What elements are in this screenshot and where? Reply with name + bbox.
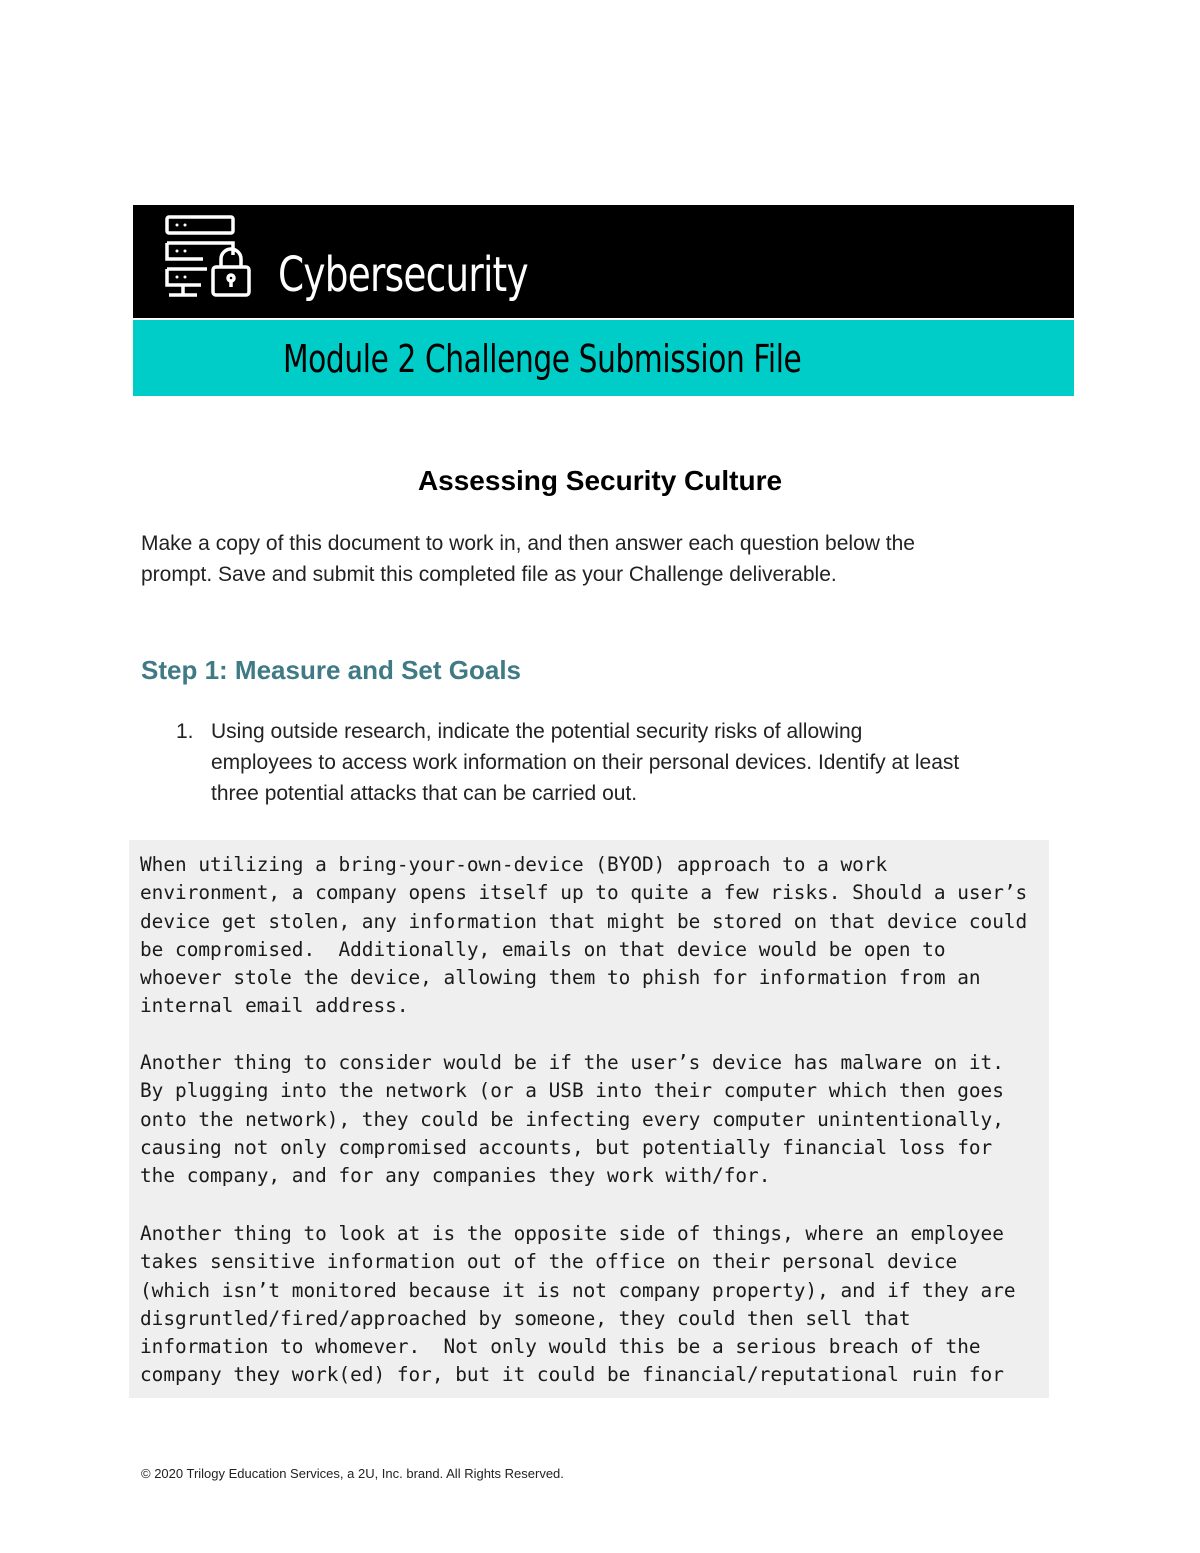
document-title: Assessing Security Culture: [417, 465, 783, 496]
question-line: employees to access work information on their personal devices. Identify at least: [211, 751, 960, 774]
header-banner: [133, 205, 1074, 318]
question-text: [211, 716, 1056, 809]
step-heading: Step 1: Measure and Set Goals: [141, 655, 522, 685]
intro-line: prompt. Save and submit this completed file as your Challenge deliverable.: [141, 563, 837, 586]
answer-paragraph: Another thing to look at is the opposite side of things, where an employee takes sensitive information out of the office on their personal device (which isn’t monitored because it is not company property), and if they are disgruntled/fired/approached by someone, they could then sell that information to whomever. Not only would this be a serious breach of the company they work(ed) for, but it could be financial/reputational ruin for: [140, 1222, 1016, 1387]
answer-paragraph: Another thing to consider would be if the user’s device has malware on it. By plugging into the network (or a USB into their computer which then goes onto the network), they could be infecting every computer unintentionally, causing not only compromised accounts, but potentially financial loss for the company, and for any companies they work with/for.: [140, 1051, 1004, 1188]
intro-line: Make a copy of this document to work in, and then answer each question below the: [141, 532, 915, 555]
module-banner: [133, 320, 1074, 396]
intro-text: [141, 528, 1041, 590]
copyright-footer: © 2020 Trilogy Education Services, a 2U, Inc. brand. All Rights Reserved.: [141, 1466, 564, 1481]
server-lock-icon: [163, 213, 253, 299]
answer-box[interactable]: [129, 840, 1049, 1398]
answer-paragraph: When utilizing a bring-your-own-device (BYOD) approach to a work environment, a company opens itself up to quite a few risks. Should a user’s device get stolen, any information that might be stored on that device could be compromised. Additionally, emails on that device would be open to whoever stole the device, allowing them to phish for information from an internal email address.: [140, 853, 1028, 1018]
question-number: 1.: [176, 720, 194, 743]
module-title: Module 2 Challenge Submission File: [283, 337, 802, 381]
question-line: Using outside research, indicate the potential security risks of allowing: [211, 720, 863, 743]
question-item: [176, 716, 1056, 809]
question-line: three potential attacks that can be carried out.: [211, 782, 638, 805]
brand-title: Cybersecurity: [278, 247, 528, 303]
